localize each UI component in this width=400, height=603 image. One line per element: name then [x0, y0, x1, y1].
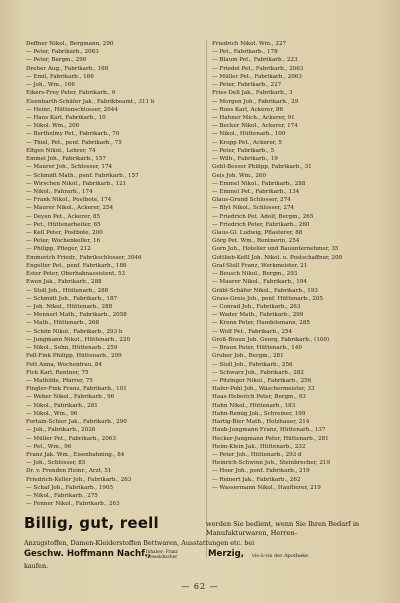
directory-entry: Dreher Aug., Fabrikarb., 168 [26, 65, 109, 72]
directory-entry: Gruber Joh., Bergm., 281 [212, 353, 284, 360]
directory-entry: Haub-Jungmann Franz, Hüttenarb., 137 [212, 427, 326, 434]
directory-entry: Franz Jak. Wm., Eisenbahning., 84 [26, 451, 125, 458]
directory-entry: — Nikol., Fahrarb., 174 [26, 188, 93, 195]
directory-entry: Fick Karl, Rentner, 75 [26, 369, 89, 376]
directory-entry: Gebl-Besser Philipp, Fabrikarb., 31 [212, 164, 312, 171]
directory-entry: — Kell Peter, Postbote, 200 [26, 230, 103, 237]
directory-entry: Friedrich Nikol. Wm., 227 [212, 41, 287, 47]
directory-entry: — Braun Peter, Hüttenarb., 140 [212, 345, 302, 352]
directory-entry: — Peter, Fabrikarb., 227 [212, 82, 282, 89]
directory-entry: Hartig-Bier Math., Holzhauer, 214 [212, 419, 310, 426]
column-divider [206, 40, 207, 558]
directory-entry: — Becker Nikol., Ackerer, 174 [212, 123, 298, 130]
directory-entry: — Hans Karl, Fabrikarb., 10 [26, 114, 106, 121]
directory-entry: — Peter, Fabrikarb., 5 [212, 147, 275, 154]
right-column [212, 40, 388, 492]
directory-entry: — Nikol., Hüttenarb., 100 [212, 131, 286, 138]
directory-entry: — Maurer Nikol., Ackerer, 254 [26, 205, 114, 212]
directory-entry: — Peter, Bergm., 290 [26, 57, 87, 64]
directory-entry: — Nikol., Fabrikarb., 281 [26, 402, 98, 409]
directory-entry: — Jungmann Nikol., Hüttenarb., 220 [26, 336, 131, 343]
directory-entry: Hafer-Pohl Joh., Wäschermeister, 33 [212, 386, 315, 393]
directory-entry: — Emmel Pet., Fabrikarb., 134 [212, 188, 300, 195]
ad-slogan: Billig, gut, reell [24, 514, 159, 532]
directory-entry: Gräbl-Schäfer Nikol., Fabrikarb., 193 [212, 287, 318, 294]
directory-entry: — Blaum Pet., Fabrikarb., 223 [212, 57, 298, 64]
directory-entry: Hahn-Remig Joh., Schreiner, 199 [212, 410, 306, 417]
directory-entry: — Pitzinger Nikol., Fabrikarb., 256 [212, 377, 312, 384]
directory-entry: Graf-Stoll Franz, Werkmeister, 21 [212, 262, 308, 269]
directory-entry: — Deyen Pet., Ackerer, 85 [26, 213, 101, 220]
directory-entry: — Maurer Joh., Schlosser, 174 [26, 164, 113, 171]
directory-entry: Ewen Jak., Fabrikarb., 288 [26, 279, 102, 286]
directory-entry: Grass-Greis Joh., penf. Hüttenarb., 205 [212, 295, 323, 302]
directory-entry: Fingler-Fink Franz, Fabrikarb., 101 [26, 386, 127, 393]
directory-entry: — Morgen Joh., Fabrikarb., 29 [212, 98, 299, 105]
ad-owner-text: Inhaber: Franz Grauelsbacher [146, 549, 178, 559]
directory-entry: Ester Peter, Oberbahnassistent, 53 [26, 271, 126, 278]
directory-entry: — Peter, Fabrikarb., 2063 [26, 49, 99, 56]
directory-entry: — Nikol. Wm., 200 [26, 123, 80, 130]
directory-entry: — Reinert Jak., Fabrikarb., 262 [212, 476, 301, 483]
ad-city: Merzig, [208, 549, 244, 559]
directory-entry: — Peter Joh., Hüttenarb., 293 d [212, 451, 302, 458]
left-column [26, 40, 204, 508]
directory-entry: Fell-Fink Philipp, Hüttenarb., 209 [26, 353, 122, 360]
directory-entry: — Pet., Wm., 96 [26, 443, 72, 450]
directory-entry: Görg Pet. Wm., Rentnerin, 254 [212, 238, 300, 245]
directory-entry: — Wader Math., Fabrikarb., 299 [212, 312, 304, 319]
directory-entry: — Pet., Hüttenarbeiter, 65 [26, 221, 101, 228]
directory-entry: Fett Anna, Wochenfrau, 84 [26, 361, 103, 368]
directory-entry: — Kropp Pet., Ackerer, 5 [212, 139, 282, 146]
directory-entry: Heinrich-Schwinn Joh., Steinbrecher, 219 [212, 460, 331, 467]
directory-entry: — Nikol., Sohn, Hüttenarb., 259 [26, 345, 118, 352]
directory-entry: Glaus-Grund Schlosser, 274 [212, 197, 291, 204]
directory-entry: Emmel Joh., Fabrikarb., 157 [26, 156, 106, 163]
directory-entry: — Schwarz Joh., Fabrikarb., 282 [212, 369, 304, 376]
directory-entry: — Schmidt Math., penf. Fabrikarb., 157 [26, 172, 139, 179]
directory-entry: Eltges Nikol., Lehrer, 74 [26, 147, 96, 154]
advertisement [22, 514, 382, 571]
directory-entry: — Krenn Peter, Handelsmann, 285 [212, 320, 310, 327]
directory-entry: — Mennerl Math., Fabrikarb., 2058 [26, 312, 127, 319]
directory-entry: — Emmel Nikol., Fabrikarb., 288 [212, 180, 306, 187]
directory-entry: — Müller Pet., Fabrikarb., 2063 [212, 73, 302, 80]
directory-entry: — Wilh., Fabrikarb., 19 [212, 156, 278, 163]
directory-entry: — Müller Pet., Fabrikarb., 2063 [26, 435, 116, 442]
directory-entry: — Math., Hüttenarb., 268 [26, 320, 100, 327]
directory-entry: — Thiel, Pet., penf. Fabrikarb., 75 [26, 139, 122, 146]
directory-entry: — Wassermann Nikol., Hauflierer, 219 [212, 484, 321, 491]
directory-entry: — Blyt Nikol., Schlosser, 274 [212, 205, 295, 212]
directory-entry: Groß-Braun Joh. Georg, Fabrikarb., (100) [212, 336, 330, 343]
page-number: — 62 — [181, 582, 219, 591]
directory-entry: Hahn Nikol., Hüttenarb., 183 [212, 402, 296, 409]
directory-entry: — Friedrich Pet. Adolf, Bergm., 265 [212, 213, 314, 220]
directory-entry: Engelter Pet., penf. Fabrikarb., 186 [26, 262, 127, 269]
directory-entry: — Frank Nikol., Postbote, 174 [26, 197, 112, 204]
directory-entry: Gorn Joh., Hotelier und Bauunternehmer, 35 [212, 246, 339, 253]
directory-entry: — Beusch Nikol., Bergm., 293 [212, 271, 298, 278]
directory-entry: — Friedel Pet., Fabrikarb., 2063 [212, 65, 304, 72]
directory-entry: — Joh., Fabrikarb., 2026 [26, 427, 96, 434]
directory-entry: Deffner Nikol., Bergmann, 290 [26, 41, 114, 47]
directory-entry: Haas-Heberich Peter, Bergm., 93 [212, 394, 306, 401]
directory-entry: — Weber Nikol., Fabrikarb., 96 [26, 394, 115, 401]
directory-entry: — Hahner Mich., Ackerer, 91 [212, 114, 295, 121]
directory-entry: — Fenner Nikol., Fabrikarb., 263 [26, 501, 120, 508]
directory-entry: — Roos Karl, Ackerer, 86 [212, 106, 284, 113]
directory-entry: — Philipp, Pfleger, 212 [26, 246, 91, 253]
directory-entry: — Stoll Joh., Hüttenarb., 288 [26, 287, 109, 294]
directory-entry: Friedrich-Keller Joh., Fabrikarb., 263 [26, 476, 132, 483]
ad-offer-text: werden Sie bedient, wenn Sie Ihren Bedarf in Manufakturwaren, Herren- [206, 520, 360, 537]
directory-entry: Fortain-Schier Jak., Fabrikarb., 290 [26, 419, 127, 426]
ad-location: vis-à-vis der Apotheke [252, 553, 309, 559]
directory-entry: — Wirschen Nikol., Fabrikarb., 121 [26, 180, 127, 187]
directory-entry: Eikers-Frey Peter, Fabrikarb., 6 [26, 90, 116, 97]
directory-entry: — Maurer Nikol., Fabrikarb., 194 [212, 279, 307, 286]
directory-entry: Fries-Dell Jak., Fabrikarb., 3 [212, 90, 293, 97]
directory-entry: Gottlieb-Keßl Joh. Nikol. u. Postschaffner, 200 [212, 254, 343, 261]
directory-entry: — Heinr., Hüttenschlosser, 2044 [26, 106, 118, 113]
directory-entry: Hecker-Jungmann Peter, Hüttenarb., 281 [212, 435, 329, 442]
directory-entry: — Nikol., Fabrikarb., 275 [26, 493, 98, 500]
directory-entry: Glaus-Gl. Ludwig, Pflasterer, 88 [212, 230, 303, 237]
directory-entry: — Conrad Joh., Fabrikarb., 263 [212, 304, 301, 310]
directory-entry: Heim-Klein Jak., Hüttenarb., 232 [212, 443, 306, 450]
directory-entry: — Friedrich Peter, Fabrikarb., 260 [212, 221, 310, 228]
ad-closing-text: kaufen. [24, 562, 49, 570]
ad-firm-name: Geschw. Hoffmann Nachf., [24, 549, 151, 559]
directory-entry: Eisenbarth-Schäfer Jak., Fabrikbeamt., 311 b [26, 98, 155, 105]
directory-entry: — Schmidt Joh., Fabrikarb., 187 [26, 295, 118, 302]
directory-entry: — Nikol., Wm., 96 [26, 410, 78, 417]
directory-entry: Geis Joh. Wm., 260 [212, 172, 267, 179]
directory-entry: — Hoer Joh., penf. Fabrikarb., 219 [212, 468, 310, 475]
directory-entry: — Joh. Nikol., Hüttenarb., 288 [26, 304, 113, 310]
directory-entry: — Berthelmy Pet., Fabrikarb., 70 [26, 131, 120, 138]
directory-entry: — Joh., Wm., 166 [26, 82, 75, 89]
directory-entry: — Mathilde, Pfarrer, 75 [26, 377, 93, 384]
directory-entry: Emmerich Friedr., Fabrikschlosser, 3046 [26, 254, 142, 261]
directory-entry: Dr. v. Frenden Heinr., Arzt, 51 [26, 468, 112, 475]
ad-goods-text: Anzugstoffen, Damen-Kleiderstoffen Bettwaren, Ausstattungen etc. bei [24, 539, 255, 547]
directory-entry: — Joh., Schlosser, 85 [26, 460, 86, 467]
directory-entry: — Schaf Joh., Fabrikarb., 1905 [26, 484, 114, 491]
directory-entry: — Emil, Fabrikarb., 166 [26, 73, 94, 80]
directory-entry: — Schön Nikol., Fabrikarb., 293 b [26, 328, 123, 335]
directory-entry: — Wolf Pet., Fabrikarb., 254 [212, 328, 293, 335]
directory-entry: — Pet., Fabrikarb., 178 [212, 49, 278, 56]
directory-entry: — Stoll Joh., Fabrikarb., 256 [212, 361, 293, 368]
directory-entry: — Peter, Wochenkeller, 16 [26, 238, 101, 245]
